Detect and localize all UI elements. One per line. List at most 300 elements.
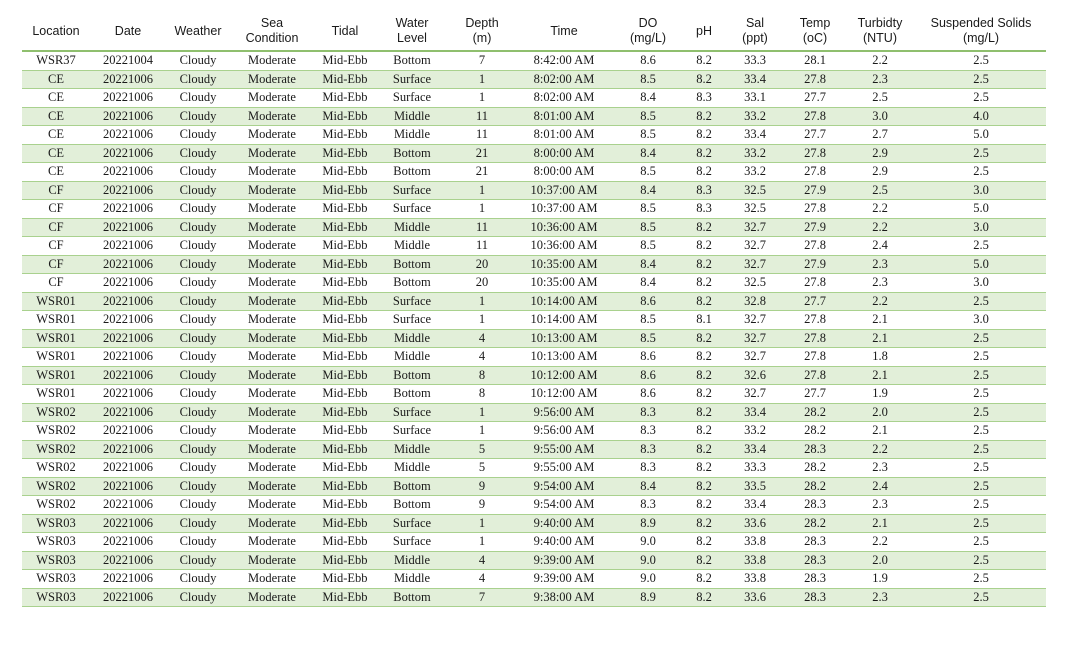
cell-weather: Cloudy [166,477,230,496]
cell-suspended-solids: 5.0 [916,126,1046,145]
table-row [22,107,1046,126]
cell-ph: 8.2 [684,403,724,422]
cell-sal: 33.6 [724,588,786,607]
cell-sal: 32.6 [724,366,786,385]
cell-sal: 32.7 [724,237,786,256]
cell-water-level: Bottom [376,163,448,182]
cell-suspended-solids: 2.5 [916,551,1046,570]
cell-date: 20221006 [90,237,166,256]
cell-date: 20221006 [90,89,166,108]
cell-depth: 1 [448,533,516,552]
cell-time: 10:12:00 AM [516,366,612,385]
cell-depth: 4 [448,551,516,570]
cell-depth: 21 [448,163,516,182]
column-header-weather: Weather [166,12,230,51]
cell-weather: Cloudy [166,144,230,163]
header-row [22,12,1046,51]
cell-location: WSR02 [22,477,90,496]
table-row [22,440,1046,459]
cell-suspended-solids: 2.5 [916,422,1046,441]
cell-do: 8.6 [612,348,684,367]
cell-suspended-solids: 5.0 [916,255,1046,274]
cell-turbidity: 2.4 [844,477,916,496]
cell-date: 20221006 [90,218,166,237]
cell-suspended-solids: 2.5 [916,459,1046,478]
cell-weather: Cloudy [166,163,230,182]
cell-water-level: Surface [376,514,448,533]
cell-sal: 33.4 [724,440,786,459]
cell-date: 20221006 [90,366,166,385]
table-row [22,348,1046,367]
cell-do: 8.3 [612,403,684,422]
cell-date: 20221006 [90,514,166,533]
cell-do: 8.6 [612,51,684,70]
cell-location: CF [22,181,90,200]
cell-depth: 7 [448,588,516,607]
table-row [22,163,1046,182]
cell-tidal: Mid-Ebb [314,459,376,478]
cell-ph: 8.2 [684,107,724,126]
cell-sea-condition: Moderate [230,348,314,367]
cell-weather: Cloudy [166,329,230,348]
cell-do: 8.5 [612,126,684,145]
cell-depth: 1 [448,422,516,441]
cell-water-level: Bottom [376,385,448,404]
cell-temp: 27.8 [786,237,844,256]
cell-do: 8.5 [612,311,684,330]
cell-sea-condition: Moderate [230,403,314,422]
cell-tidal: Mid-Ebb [314,385,376,404]
cell-tidal: Mid-Ebb [314,255,376,274]
cell-water-level: Surface [376,200,448,219]
cell-depth: 1 [448,181,516,200]
cell-time: 9:40:00 AM [516,533,612,552]
cell-tidal: Mid-Ebb [314,570,376,589]
cell-time: 8:02:00 AM [516,89,612,108]
cell-sea-condition: Moderate [230,255,314,274]
cell-date: 20221006 [90,385,166,404]
table-row [22,459,1046,478]
cell-temp: 27.8 [786,329,844,348]
cell-turbidity: 1.9 [844,385,916,404]
cell-sal: 33.3 [724,459,786,478]
cell-turbidity: 2.5 [844,89,916,108]
cell-temp: 28.3 [786,588,844,607]
cell-ph: 8.2 [684,237,724,256]
cell-tidal: Mid-Ebb [314,70,376,89]
cell-depth: 11 [448,237,516,256]
cell-do: 8.5 [612,200,684,219]
cell-ph: 8.3 [684,200,724,219]
cell-water-level: Surface [376,89,448,108]
column-header-tidal: Tidal [314,12,376,51]
cell-depth: 5 [448,459,516,478]
cell-sal: 33.5 [724,477,786,496]
table-row [22,218,1046,237]
cell-ph: 8.2 [684,570,724,589]
cell-water-level: Surface [376,311,448,330]
cell-date: 20221006 [90,570,166,589]
cell-do: 8.3 [612,496,684,515]
cell-turbidity: 2.1 [844,514,916,533]
cell-weather: Cloudy [166,181,230,200]
cell-weather: Cloudy [166,237,230,256]
cell-water-level: Bottom [376,144,448,163]
table-row [22,514,1046,533]
cell-sal: 33.1 [724,89,786,108]
cell-suspended-solids: 2.5 [916,588,1046,607]
cell-sal: 33.4 [724,70,786,89]
cell-sea-condition: Moderate [230,440,314,459]
cell-location: CE [22,126,90,145]
table-row [22,422,1046,441]
cell-do: 8.6 [612,292,684,311]
cell-time: 9:54:00 AM [516,496,612,515]
cell-suspended-solids: 2.5 [916,385,1046,404]
cell-sea-condition: Moderate [230,126,314,145]
cell-sea-condition: Moderate [230,200,314,219]
cell-ph: 8.2 [684,348,724,367]
table-row [22,403,1046,422]
cell-weather: Cloudy [166,126,230,145]
cell-temp: 27.8 [786,70,844,89]
cell-location: CE [22,144,90,163]
cell-turbidity: 2.3 [844,70,916,89]
cell-do: 9.0 [612,551,684,570]
cell-tidal: Mid-Ebb [314,181,376,200]
cell-do: 8.5 [612,218,684,237]
cell-location: WSR03 [22,570,90,589]
cell-depth: 1 [448,70,516,89]
table-row [22,51,1046,70]
cell-depth: 1 [448,311,516,330]
cell-do: 8.3 [612,459,684,478]
table-row [22,329,1046,348]
cell-weather: Cloudy [166,422,230,441]
table-row [22,181,1046,200]
cell-date: 20221006 [90,163,166,182]
cell-water-level: Surface [376,422,448,441]
cell-location: CE [22,89,90,108]
cell-water-level: Middle [376,126,448,145]
cell-water-level: Middle [376,551,448,570]
cell-temp: 27.8 [786,348,844,367]
cell-date: 20221006 [90,311,166,330]
cell-sal: 32.7 [724,255,786,274]
cell-sal: 33.2 [724,422,786,441]
cell-water-level: Surface [376,181,448,200]
table-row [22,588,1046,607]
cell-suspended-solids: 3.0 [916,311,1046,330]
cell-tidal: Mid-Ebb [314,274,376,293]
cell-water-level: Bottom [376,588,448,607]
cell-water-level: Surface [376,533,448,552]
cell-temp: 27.7 [786,292,844,311]
column-header-turbidity: Turbidty (NTU) [844,12,916,51]
table-row [22,274,1046,293]
cell-ph: 8.2 [684,533,724,552]
cell-weather: Cloudy [166,514,230,533]
cell-temp: 28.3 [786,533,844,552]
cell-water-level: Middle [376,237,448,256]
cell-water-level: Bottom [376,51,448,70]
cell-time: 8:02:00 AM [516,70,612,89]
cell-depth: 1 [448,292,516,311]
cell-suspended-solids: 2.5 [916,51,1046,70]
cell-do: 8.4 [612,255,684,274]
cell-suspended-solids: 2.5 [916,440,1046,459]
cell-sea-condition: Moderate [230,292,314,311]
cell-turbidity: 2.5 [844,181,916,200]
cell-time: 8:01:00 AM [516,107,612,126]
cell-turbidity: 2.3 [844,274,916,293]
cell-turbidity: 2.1 [844,422,916,441]
cell-ph: 8.2 [684,163,724,182]
cell-location: WSR01 [22,385,90,404]
cell-ph: 8.2 [684,274,724,293]
cell-location: WSR03 [22,514,90,533]
cell-sal: 32.7 [724,385,786,404]
column-header-sal: Sal (ppt) [724,12,786,51]
cell-weather: Cloudy [166,70,230,89]
cell-temp: 27.8 [786,274,844,293]
cell-sal: 32.5 [724,181,786,200]
cell-location: WSR02 [22,403,90,422]
cell-tidal: Mid-Ebb [314,329,376,348]
cell-date: 20221006 [90,181,166,200]
cell-location: WSR02 [22,422,90,441]
cell-date: 20221006 [90,477,166,496]
cell-temp: 27.8 [786,200,844,219]
cell-location: CF [22,200,90,219]
cell-sal: 33.8 [724,533,786,552]
cell-tidal: Mid-Ebb [314,551,376,570]
cell-do: 8.6 [612,366,684,385]
cell-sea-condition: Moderate [230,533,314,552]
cell-water-level: Middle [376,329,448,348]
cell-depth: 9 [448,496,516,515]
cell-location: CE [22,163,90,182]
cell-date: 20221006 [90,255,166,274]
cell-date: 20221006 [90,496,166,515]
cell-sal: 32.5 [724,200,786,219]
column-header-location: Location [22,12,90,51]
cell-ph: 8.2 [684,514,724,533]
column-header-temp: Temp (oC) [786,12,844,51]
cell-do: 8.4 [612,181,684,200]
cell-do: 8.5 [612,329,684,348]
cell-weather: Cloudy [166,107,230,126]
cell-time: 10:13:00 AM [516,329,612,348]
cell-turbidity: 2.2 [844,51,916,70]
cell-suspended-solids: 2.5 [916,89,1046,108]
cell-date: 20221006 [90,274,166,293]
cell-depth: 7 [448,51,516,70]
cell-location: CF [22,274,90,293]
cell-ph: 8.3 [684,89,724,108]
cell-suspended-solids: 2.5 [916,477,1046,496]
cell-time: 9:39:00 AM [516,551,612,570]
table-row [22,477,1046,496]
cell-temp: 27.7 [786,385,844,404]
cell-time: 8:00:00 AM [516,163,612,182]
cell-sea-condition: Moderate [230,89,314,108]
cell-weather: Cloudy [166,348,230,367]
cell-time: 9:40:00 AM [516,514,612,533]
cell-turbidity: 2.3 [844,459,916,478]
cell-date: 20221006 [90,126,166,145]
cell-weather: Cloudy [166,551,230,570]
cell-location: WSR01 [22,292,90,311]
cell-sea-condition: Moderate [230,107,314,126]
cell-date: 20221006 [90,440,166,459]
cell-sea-condition: Moderate [230,70,314,89]
cell-suspended-solids: 3.0 [916,218,1046,237]
cell-do: 8.6 [612,385,684,404]
cell-turbidity: 2.0 [844,403,916,422]
cell-date: 20221006 [90,70,166,89]
cell-sea-condition: Moderate [230,163,314,182]
cell-suspended-solids: 3.0 [916,274,1046,293]
cell-turbidity: 2.1 [844,311,916,330]
cell-turbidity: 2.3 [844,255,916,274]
cell-sea-condition: Moderate [230,570,314,589]
cell-sea-condition: Moderate [230,237,314,256]
cell-depth: 11 [448,126,516,145]
cell-depth: 4 [448,329,516,348]
cell-location: WSR37 [22,51,90,70]
cell-turbidity: 2.2 [844,292,916,311]
cell-weather: Cloudy [166,89,230,108]
cell-tidal: Mid-Ebb [314,440,376,459]
cell-sal: 32.7 [724,218,786,237]
water-quality-table-container [22,12,1032,607]
cell-sal: 32.7 [724,329,786,348]
cell-time: 10:14:00 AM [516,311,612,330]
cell-tidal: Mid-Ebb [314,348,376,367]
cell-do: 8.4 [612,144,684,163]
table-row [22,126,1046,145]
cell-temp: 28.2 [786,477,844,496]
cell-time: 10:35:00 AM [516,274,612,293]
cell-sal: 32.8 [724,292,786,311]
cell-depth: 1 [448,403,516,422]
cell-weather: Cloudy [166,366,230,385]
cell-water-level: Surface [376,70,448,89]
cell-tidal: Mid-Ebb [314,218,376,237]
table-row [22,89,1046,108]
cell-temp: 27.8 [786,311,844,330]
cell-time: 10:12:00 AM [516,385,612,404]
cell-date: 20221006 [90,348,166,367]
cell-ph: 8.2 [684,477,724,496]
cell-ph: 8.2 [684,144,724,163]
table-row [22,311,1046,330]
cell-turbidity: 2.2 [844,440,916,459]
cell-tidal: Mid-Ebb [314,237,376,256]
cell-turbidity: 2.1 [844,329,916,348]
cell-location: WSR01 [22,348,90,367]
cell-ph: 8.2 [684,496,724,515]
cell-location: WSR02 [22,459,90,478]
cell-turbidity: 2.3 [844,588,916,607]
cell-turbidity: 2.9 [844,144,916,163]
column-header-do: DO (mg/L) [612,12,684,51]
cell-tidal: Mid-Ebb [314,89,376,108]
cell-water-level: Surface [376,292,448,311]
cell-do: 8.9 [612,588,684,607]
cell-depth: 20 [448,255,516,274]
cell-tidal: Mid-Ebb [314,496,376,515]
cell-water-level: Middle [376,570,448,589]
cell-ph: 8.2 [684,51,724,70]
cell-sal: 33.2 [724,107,786,126]
cell-depth: 21 [448,144,516,163]
cell-depth: 1 [448,514,516,533]
cell-turbidity: 2.2 [844,200,916,219]
cell-sea-condition: Moderate [230,366,314,385]
cell-location: WSR01 [22,366,90,385]
cell-temp: 27.8 [786,107,844,126]
cell-do: 9.0 [612,570,684,589]
cell-turbidity: 2.3 [844,496,916,515]
column-header-sea-condition: Sea Condition [230,12,314,51]
cell-date: 20221006 [90,551,166,570]
cell-time: 8:42:00 AM [516,51,612,70]
cell-depth: 20 [448,274,516,293]
cell-depth: 9 [448,477,516,496]
cell-date: 20221006 [90,403,166,422]
cell-temp: 28.2 [786,403,844,422]
cell-weather: Cloudy [166,496,230,515]
cell-sea-condition: Moderate [230,311,314,330]
cell-weather: Cloudy [166,200,230,219]
cell-location: CF [22,237,90,256]
cell-suspended-solids: 2.5 [916,533,1046,552]
cell-temp: 28.3 [786,570,844,589]
cell-sal: 32.7 [724,311,786,330]
cell-location: CE [22,70,90,89]
cell-suspended-solids: 4.0 [916,107,1046,126]
cell-ph: 8.2 [684,292,724,311]
cell-do: 8.3 [612,440,684,459]
cell-suspended-solids: 2.5 [916,70,1046,89]
cell-date: 20221006 [90,107,166,126]
cell-tidal: Mid-Ebb [314,292,376,311]
cell-temp: 27.9 [786,181,844,200]
cell-ph: 8.2 [684,385,724,404]
cell-temp: 27.8 [786,163,844,182]
column-header-ph: pH [684,12,724,51]
cell-weather: Cloudy [166,255,230,274]
table-row [22,551,1046,570]
water-quality-table [22,12,1046,607]
cell-weather: Cloudy [166,274,230,293]
cell-water-level: Bottom [376,255,448,274]
cell-date: 20221006 [90,329,166,348]
cell-location: WSR03 [22,588,90,607]
cell-ph: 8.2 [684,218,724,237]
cell-time: 10:36:00 AM [516,218,612,237]
cell-time: 8:00:00 AM [516,144,612,163]
cell-suspended-solids: 3.0 [916,181,1046,200]
cell-ph: 8.2 [684,255,724,274]
cell-water-level: Middle [376,348,448,367]
cell-water-level: Bottom [376,274,448,293]
cell-ph: 8.2 [684,551,724,570]
cell-time: 9:55:00 AM [516,459,612,478]
cell-weather: Cloudy [166,588,230,607]
